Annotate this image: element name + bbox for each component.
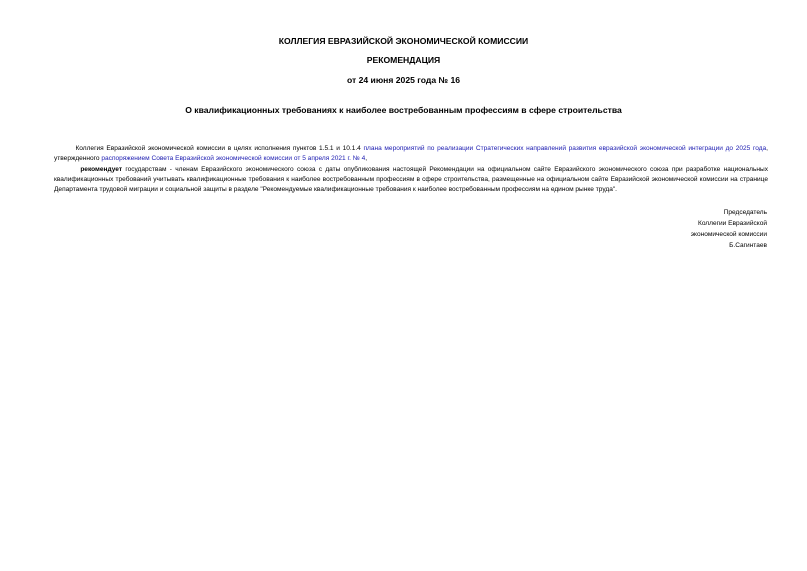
document-type-heading: РЕКОМЕНДАЦИЯ <box>366 55 441 65</box>
document-date-number: от 24 июня 2025 года № 16 <box>346 75 461 85</box>
signature-title-line2: Коллегии Евразийской <box>698 220 767 227</box>
plan-link[interactable]: плана мероприятий по реализации Стратегических направлений развития евразийской экономической интеграции до 2025 года <box>363 145 767 152</box>
organization-heading: КОЛЛЕГИЯ ЕВРАЗИЙСКОЙ ЭКОНОМИЧЕСКОЙ КОМИССИИ <box>278 36 529 46</box>
preamble-text-middle: , утвержденного <box>54 145 768 163</box>
paragraph-preamble <box>54 144 768 164</box>
signature-title-line3: экономической комиссии <box>690 231 767 238</box>
recommends-keyword: рекомендует <box>80 166 123 173</box>
signature-title-line1: Председатель <box>723 209 767 216</box>
paragraph-recommendation <box>54 165 768 196</box>
preamble-text-start: Коллегия Евразийской экономической комиссии в целях исполнения пунктов 1.5.1 и 10.1.4 <box>75 145 364 152</box>
recommendation-text: государствам - членам Евразийского экономического союза с даты опубликования настоящей Рекомендации на официальном сайте Евразийского экономического союза при разработке национальных квалификационных требований учитывать квалификационные требования к наиболее востребованным профессиям в сфере строительства, размещенные на официальном сайте Евразийской экономической комиссии на странице Департамента трудовой миграции и социальной защиты в разделе "Рекомендуемые квалификационные требования к наиболее востребованным профессиям на едином рынке труда". <box>54 166 768 194</box>
signature-name: Б.Сагинтаев <box>729 242 767 249</box>
document-title: О квалификационных требованиях к наиболее востребованным профессиям в сфере строительства <box>185 105 622 115</box>
council-order-link[interactable]: распоряжением Совета Евразийской экономической комиссии от 5 апреля 2021 г. № 4 <box>101 155 366 163</box>
preamble-text-end: , <box>365 155 368 163</box>
